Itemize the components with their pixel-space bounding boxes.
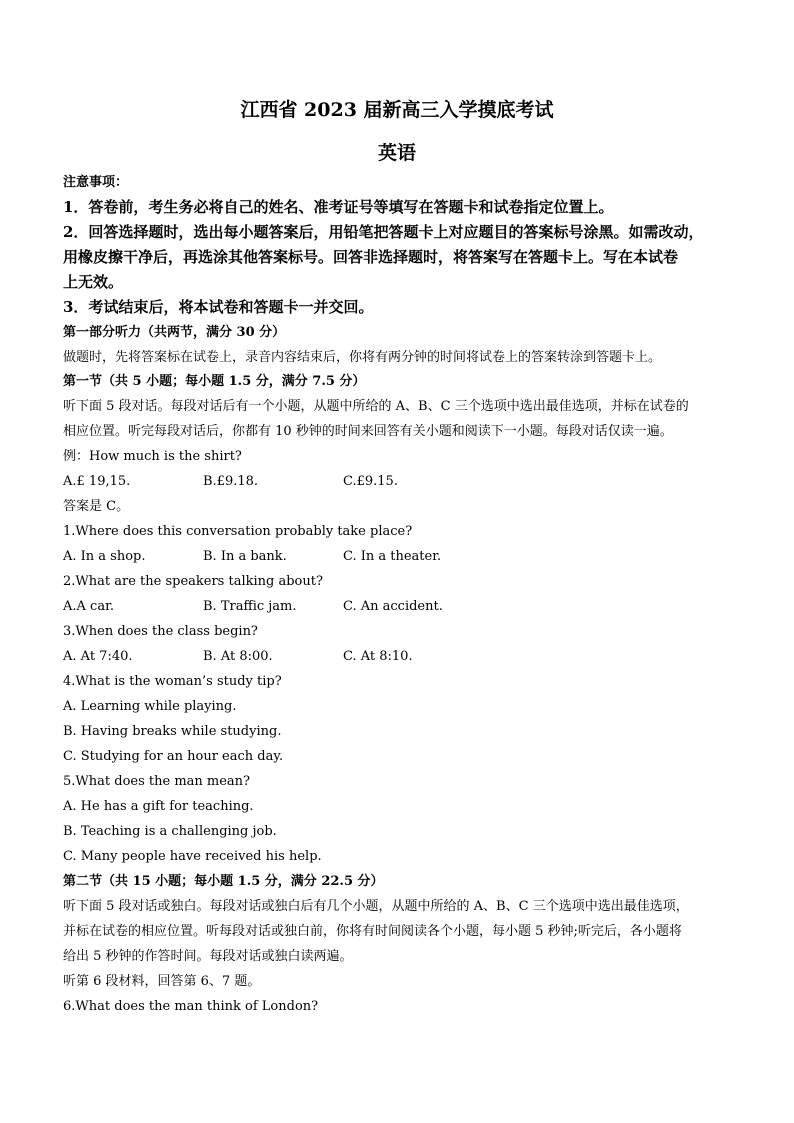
question-2-options	[63, 597, 733, 617]
question-4: 4.What is the woman’s study tip?	[63, 674, 282, 689]
option-a[interactable]: A. In a shop.	[63, 549, 146, 564]
option-b[interactable]: B.£9.18.	[203, 474, 259, 489]
section1-heading: 第一节（共 5 小题；每小题 1.5 分，满分 7.5 分）	[63, 374, 366, 389]
question-3: 3.When does the class begin?	[63, 624, 258, 639]
material-6-instruction: 听第 6 段材料，回答第 6、7 题。	[63, 974, 261, 989]
notice-heading: 注意事项：	[63, 175, 129, 190]
section2-intro: 并标在试卷的相应位置。听每段对话或独白前，你将有时间阅读各个小题，每小题 5 秒钟;听完后，各小题将	[63, 924, 682, 939]
example-question: 例：How much is the shirt?	[63, 449, 242, 464]
example-options	[63, 472, 733, 492]
option-c[interactable]: C. An accident.	[343, 599, 443, 614]
notice-line: 3．考试结束后，将本试卷和答题卡一并交回。	[63, 298, 374, 316]
option-a[interactable]: A.£ 19,15.	[63, 474, 131, 489]
option-b[interactable]: B. In a bank.	[203, 549, 287, 564]
option-a[interactable]: A. He has a gift for teaching.	[63, 799, 254, 814]
notice-line: 1．答卷前，考生务必将自己的姓名、准考证号等填写在答题卡和试卷指定位置上。	[63, 198, 614, 216]
part1-intro: 做题时，先将答案标在试卷上，录音内容结束后，你将有两分钟的时间将试卷上的答案转涂到答题卡上。	[63, 350, 662, 365]
question-1-options	[63, 547, 733, 567]
option-a[interactable]: A. Learning while playing.	[63, 699, 237, 714]
option-c[interactable]: C. In a theater.	[343, 549, 442, 564]
question-2: 2.What are the speakers talking about?	[63, 574, 323, 589]
question-1: 1.Where does this conversation probably take place?	[63, 524, 413, 539]
part1-heading: 第一部分听力（共两节，满分 30 分）	[63, 325, 286, 340]
option-c[interactable]: C. At 8:10.	[343, 649, 413, 664]
option-c[interactable]: C. Many people have received his help.	[63, 849, 322, 864]
notice-line: 上无效。	[63, 273, 124, 291]
question-5: 5.What does the man mean?	[63, 774, 251, 789]
option-b[interactable]: B. Traffic jam.	[203, 599, 297, 614]
question-3-options	[63, 647, 733, 667]
exam-title: 江西省 2023 届新高三入学摸底考试	[240, 99, 554, 121]
section2-intro: 听下面 5 段对话或独白。每段对话或独白后有几个小题，从题中所给的 A、B、C 三个选项中选出最佳选项，	[63, 899, 689, 914]
section1-intro: 相应位置。听完每段对话后，你都有 10 秒钟的时间来回答有关小题和阅读下一小题。每段对话仅读一遍。	[63, 424, 673, 439]
question-6: 6.What does the man think of London?	[63, 999, 319, 1014]
example-answer: 答案是 C。	[63, 499, 130, 514]
option-c[interactable]: C. Studying for an hour each day.	[63, 749, 284, 764]
option-a[interactable]: A.A car.	[63, 599, 114, 614]
option-b[interactable]: B. Having breaks while studying.	[63, 724, 282, 739]
notice-line: 2．回答选择题时，选出每小题答案后，用铅笔把答题卡上对应题目的答案标号涂黑。如需改动，	[63, 223, 704, 241]
option-b[interactable]: B. At 8:00.	[203, 649, 273, 664]
notice-line: 用橡皮擦干净后，再选涂其他答案标号。回答非选择题时，将答案写在答题卡上。写在本试卷	[63, 248, 679, 266]
subject-title: 英语	[377, 142, 416, 164]
option-a[interactable]: A. At 7:40.	[63, 649, 133, 664]
option-c[interactable]: C.£9.15.	[343, 474, 398, 489]
section2-intro: 给出 5 秒钟的作答时间。每段对话或独白读两遍。	[63, 949, 353, 964]
section2-heading: 第二节（共 15 小题；每小题 1.5 分，满分 22.5 分）	[63, 874, 384, 889]
option-b[interactable]: B. Teaching is a challenging job.	[63, 824, 277, 839]
section1-intro: 听下面 5 段对话。每段对话后有一个小题，从题中所给的 A、B、C 三个选项中选出最佳选项，并标在试卷的	[63, 399, 689, 414]
